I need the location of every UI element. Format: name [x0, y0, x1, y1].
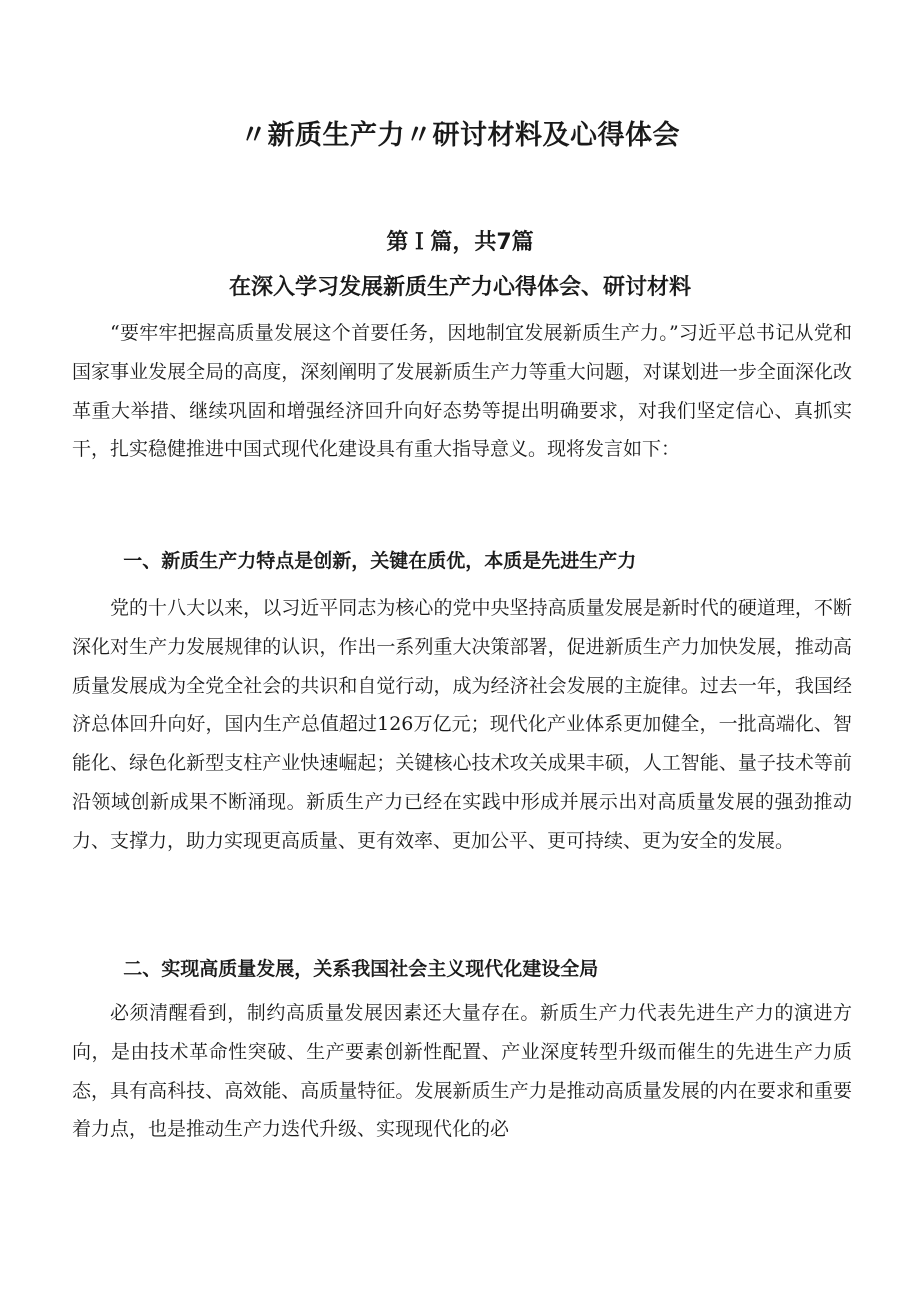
subheading-one: 一、新质生产力特点是创新，关键在质优，本质是先进生产力 — [123, 550, 637, 572]
subheading-two: 二、实现高质量发展，关系我国社会主义现代化建设全局 — [123, 958, 599, 980]
document-title: 〃新质生产力〃研讨材料及心得体会 — [240, 120, 680, 151]
paragraph-intro: “要牢牢把握高质量发展这个首要任务，因地制宜发展新质生产力。”习近平总书记从党和国家事业发展全局的高度，深刻阐明了发展新质生产力等重大问题，对谋划进一步全面深化改革重大举措、继续巩固和增强经济回升向好态势等提出明确要求，对我们坚定信心、真抓实干，扎实稳健推进中国式现代化建设具有重大指导意义。现将发言如下： — [72, 322, 852, 461]
paragraph-two: 党的十八大以来，以习近平同志为核心的党中央坚持高质量发展是新时代的硬道理，不断深化对生产力发展规律的认识，作出一系列重大决策部署，促进新质生产力加快发展，推动高质量发展成为全党全社会的共识和自觉行动，成为经济社会发展的主旋律。过去一年，我国经济总体回升向好，国内生产总值超过126万亿元；现代化产业体系更加健全，一批高端化、智能化、绿色化新型支柱产业快速崛起；关键核心技术攻关成果丰硕，人工智能、量子技术等前沿领域创新成果不断涌现。新质生产力已经在实践中形成并展示出对高质量发展的强劲推动力、支撑力，助力实现更高质量、更有效率、更加公平、更可持续、更为安全的发展。 — [72, 597, 852, 852]
section-number: 第Ｉ篇，共7篇 — [386, 230, 534, 255]
section-title: 在深入学习发展新质生产力心得体会、研讨材料 — [228, 275, 691, 300]
paragraph-three: 必须清醒看到，制约高质量发展因素还大量存在。新质生产力代表先进生产力的演进方向，是由技术革命性突破、生产要素创新性配置、产业深度转型升级而催生的先进生产力质态，具有高科技、高效能、高质量特征。发展新质生产力是推动高质量发展的内在要求和重要着力点，也是推动生产力迭代升级、实现现代化的必 — [72, 1002, 852, 1141]
